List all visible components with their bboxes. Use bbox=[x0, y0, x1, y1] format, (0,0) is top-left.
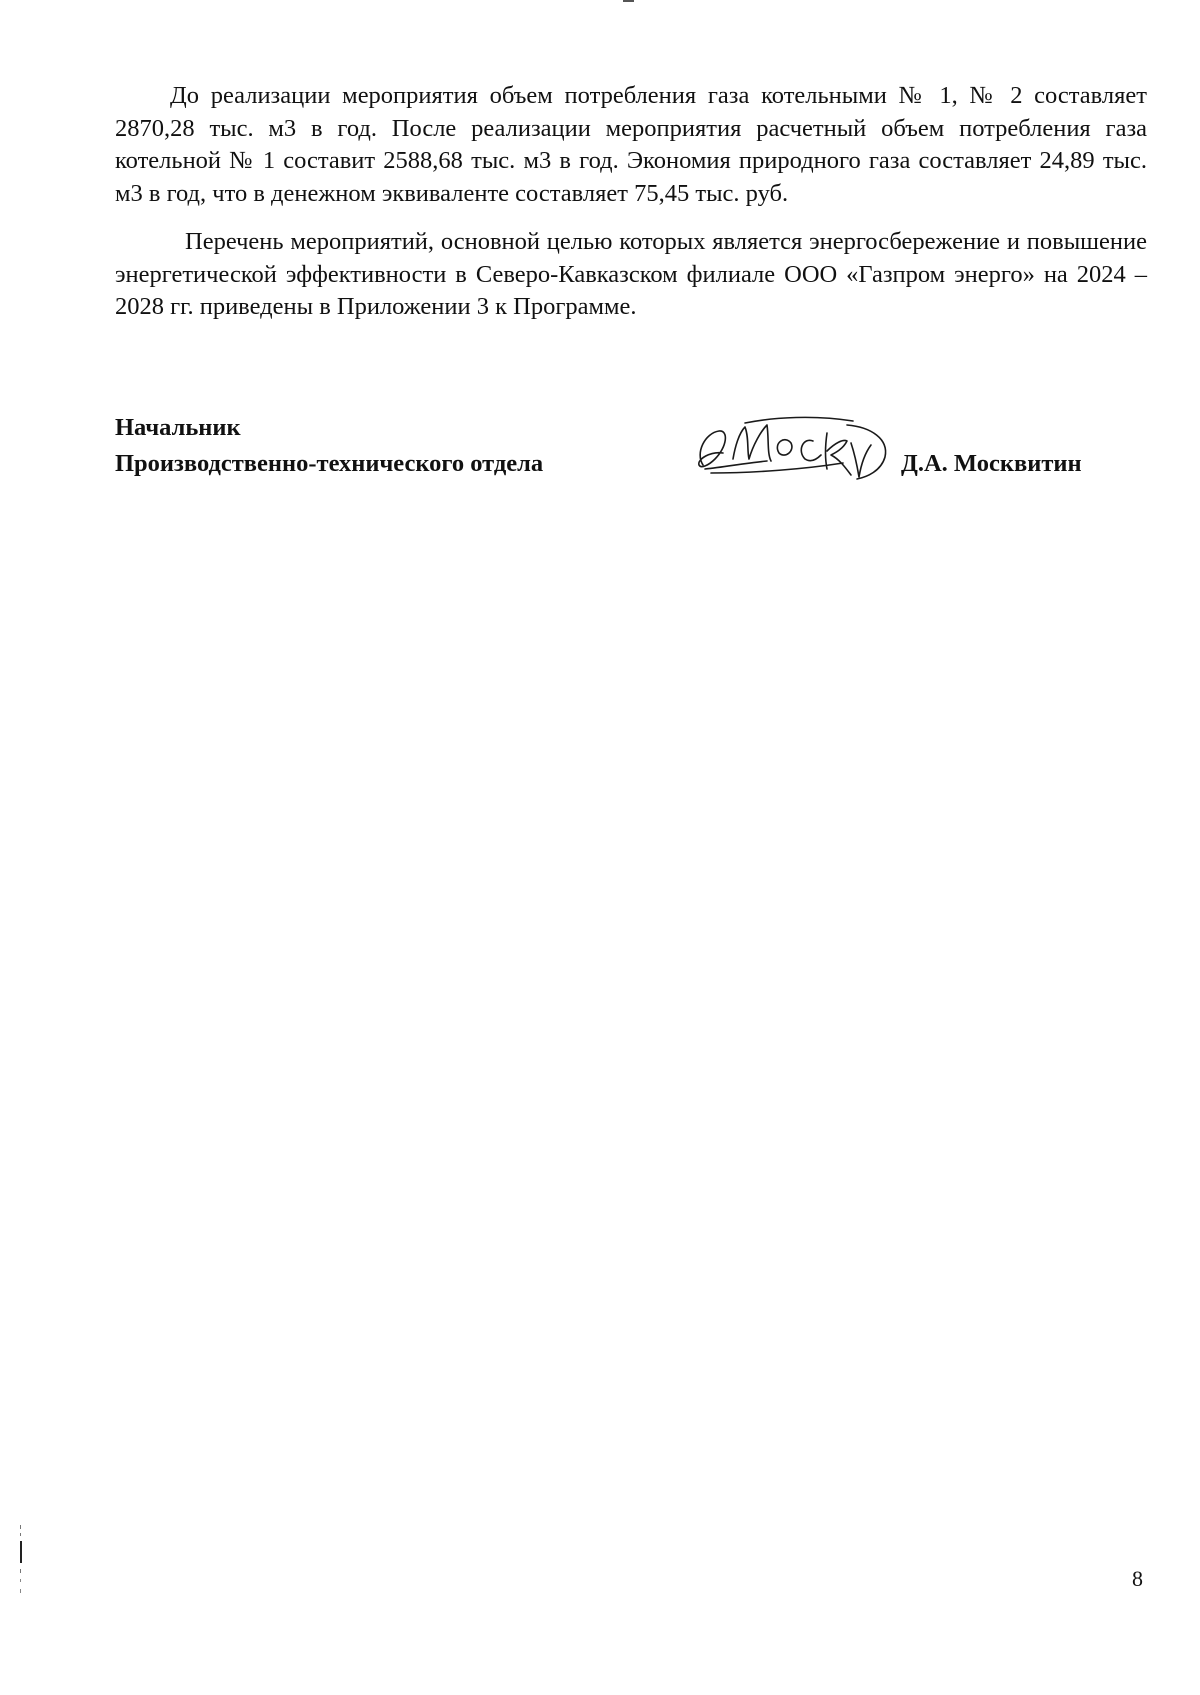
signature-block bbox=[115, 413, 1115, 503]
body-text bbox=[115, 80, 1147, 340]
paragraph-gas-savings: До реализации мероприятия объем потребления газа котельными № 1, № 2 составляет 2870,28 тыс. м3 в год. После реализации мероприятия расчетный объем потребления газа котельной № 1 составит 2588,68 тыс. м3 в год. Экономия природного газа составляет 24,89 тыс. м3 в год, что в денежном эквиваленте составляет 75,45 тыс. руб. bbox=[115, 82, 1147, 207]
scan-artifact bbox=[623, 0, 634, 2]
paragraph-measures-list: Перечень мероприятий, основной целью которых является энергосбережение и повышение энергетической эффективности в Северо-Кавказском филиале ООО «Газпром энерго» на 2024 – 2028 гг. приведены в Приложении 3 к Программе. bbox=[115, 228, 1147, 320]
signatory-title-line1: Начальник bbox=[115, 414, 241, 441]
margin-binding-marks bbox=[18, 1525, 24, 1605]
signatory-name: Д.А. Москвитин bbox=[901, 450, 1082, 477]
signatory-title-line2: Производственно-технического отдела bbox=[115, 450, 544, 477]
page-number: 8 bbox=[1132, 1566, 1143, 1591]
